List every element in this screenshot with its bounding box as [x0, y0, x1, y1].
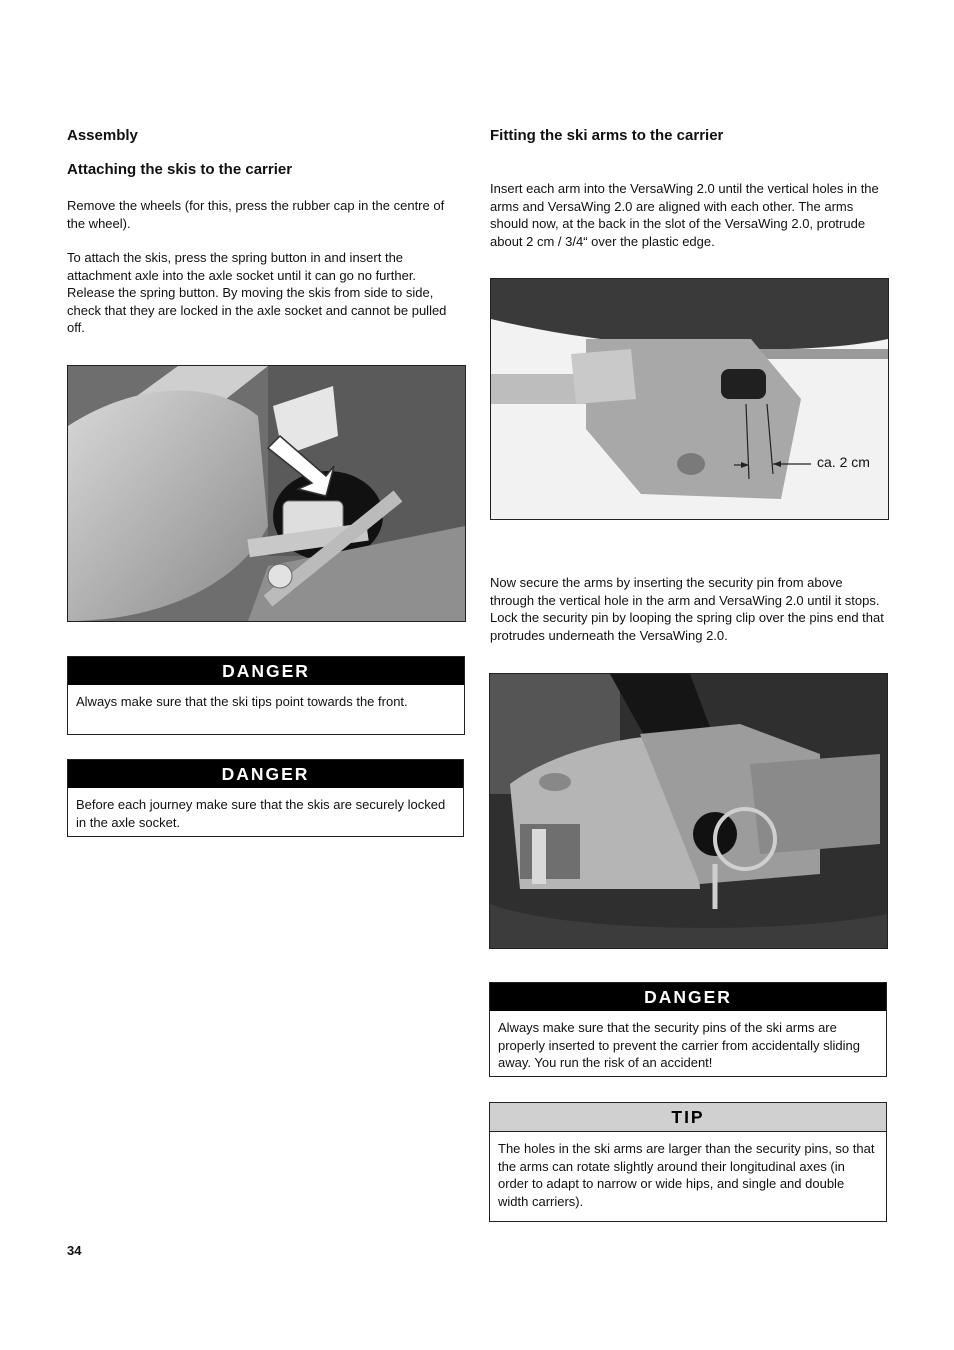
page-number: 34	[67, 1243, 82, 1258]
danger-box-text: Always make sure that the ski tips point towards the front.	[76, 694, 408, 709]
photo-attaching-ski-axle	[67, 365, 466, 622]
danger-box-ski-tips	[67, 656, 465, 735]
danger-box-skis-locked	[67, 759, 464, 837]
subheading-attach-skis: Attaching the skis to the carrier	[67, 161, 293, 178]
danger-box-security-pins	[489, 982, 887, 1077]
paragraph-insert-arms: Insert each arm into the VersaWing 2.0 until the vertical holes in the arms and VersaWing 2.0 are aligned with each other. The arms should now, at the back in the slot of the VersaWing 2.0, protrude about 2 cm / 3/4“ over the plastic edge.	[490, 181, 879, 249]
paragraph-remove-wheels: Remove the wheels (for this, press the rubber cap in the centre of the wheel).	[67, 198, 445, 231]
tip-box-text: The holes in the ski arms are larger than the security pins, so that the arms can rotate slightly around their longitudinal axes (in order to adapt to narrow or wide hips, and single and double width carriers).	[498, 1141, 875, 1209]
paragraph-security-pin: Now secure the arms by inserting the security pin from above through the vertical hole in the arm and VersaWing 2.0 until it stops. Lock the security pin by looping the spring clip over the pins end that protrudes underneath the VersaWing 2.0.	[490, 575, 884, 643]
annotation-ca-2-cm: ca. 2 cm	[817, 454, 870, 470]
section-title: Assembly	[67, 127, 138, 144]
danger-box-text: Always make sure that the security pins of the ski arms are properly inserted to prevent the carrier from accidentally sliding away. You run the risk of an accident!	[498, 1020, 861, 1070]
photo-security-pin	[489, 673, 888, 949]
heading-fitting-ski-arms: Fitting the ski arms to the carrier	[490, 127, 724, 144]
tip-box-title: TIP	[490, 1103, 886, 1132]
danger-box-title: DANGER	[490, 983, 886, 1011]
paragraph-attach-skis: To attach the skis, press the spring button in and insert the attachment axle into the axle socket until it can go no further. Release the spring button. By moving the skis from side to side, check that they are locked in the axle socket and cannot be pulled off.	[67, 250, 447, 335]
photo-arm-protrusion	[490, 278, 889, 520]
tip-box-holes-larger	[489, 1102, 887, 1222]
danger-box-text: Before each journey make sure that the skis are securely locked in the axle socket.	[76, 797, 446, 830]
danger-box-title: DANGER	[68, 760, 463, 788]
danger-box-title: DANGER	[68, 657, 464, 685]
